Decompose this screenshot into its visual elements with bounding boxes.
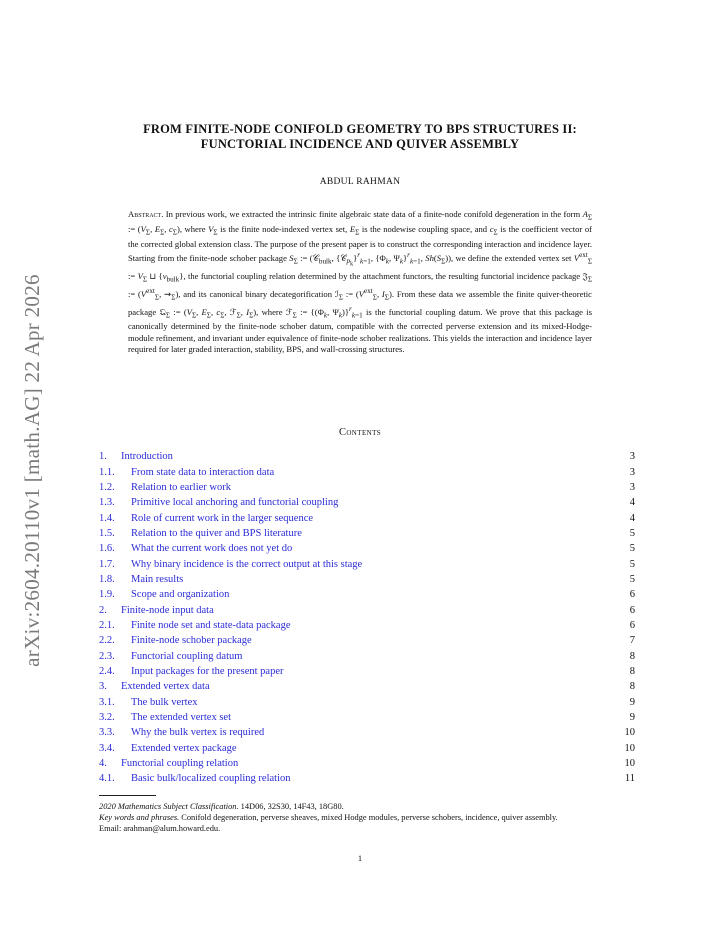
- toc-entry-number[interactable]: 3.3.: [99, 727, 115, 739]
- toc-entry-number[interactable]: 4.: [99, 758, 107, 770]
- toc-entry-number[interactable]: 1.8.: [99, 573, 115, 585]
- toc-entry-number[interactable]: 1.1.: [99, 466, 115, 478]
- abstract-text-5: we define the extended vertex set: [455, 252, 572, 263]
- toc-entry-page: 9: [629, 712, 635, 724]
- toc-entry-link[interactable]: What the current work does not yet do: [131, 543, 293, 555]
- abstract-text-1: In previous work, we extracted the intrinsic finite algebraic state data of a finite-node conifold degeneration in the form: [165, 209, 581, 219]
- toc-entry-number[interactable]: 3.: [99, 681, 107, 693]
- toc-entry[interactable]: [99, 480, 635, 495]
- toc-entry[interactable]: [99, 510, 635, 525]
- toc-entry[interactable]: [99, 602, 635, 617]
- toc-entry-link[interactable]: Why binary incidence is the correct output at this stage: [131, 558, 363, 570]
- abstract-text-3: is the nodewise coupling space, and: [361, 223, 488, 234]
- toc-entry-number[interactable]: 2.2.: [99, 635, 115, 647]
- toc-entry-link[interactable]: Functorial coupling datum: [131, 650, 243, 662]
- math-extended-vertex-set: $V^{ext}_\Sigma$ := $V_\Sigma$ ⊔ $\{v_{bulk}\}$,: [128, 250, 592, 284]
- math-coupling-datum: ℱ$_\Sigma$ := {($\Phi_k$, $\Psi_k)\}^r_{k=1}$: [285, 304, 363, 320]
- toc-entry[interactable]: [99, 587, 635, 602]
- toc-entry[interactable]: [99, 618, 635, 633]
- toc-entry-link[interactable]: Introduction: [121, 451, 173, 463]
- toc-entry-link[interactable]: Finite-node input data: [121, 604, 214, 616]
- msc-label: 2020 Mathematics Subject Classification.: [99, 802, 239, 811]
- toc-entry[interactable]: [99, 449, 635, 464]
- toc-entry-link[interactable]: Role of current work in the larger sequence: [131, 512, 314, 524]
- toc-entry-page: 3: [629, 481, 635, 493]
- abstract-text-2: is the finite node-indexed vertex set,: [220, 223, 348, 234]
- toc-entry-link[interactable]: Input packages for the present paper: [131, 665, 284, 677]
- toc-entry-link[interactable]: Main results: [131, 573, 184, 585]
- toc-entry[interactable]: [99, 495, 635, 510]
- toc-entry-page: 5: [629, 543, 635, 555]
- math-a-sigma: $A_\Sigma$ := ($V_\Sigma$, $E_\Sigma$, $c_\Sigma$), where $V_\Sigma$: [128, 209, 592, 237]
- author: ABDUL RAHMAN: [319, 177, 401, 187]
- toc-entry-link[interactable]: Primitive local anchoring and functorial coupling: [131, 497, 339, 509]
- toc-entry-number[interactable]: 2.4.: [99, 665, 115, 677]
- toc-entry-number[interactable]: 1.2.: [99, 481, 115, 493]
- footnotes: [88, 801, 636, 835]
- table-of-contents: [99, 449, 635, 787]
- abstract-text-8: From these data we assemble the finite quiver-theoretic package: [128, 288, 592, 317]
- footnote-msc: [88, 801, 636, 812]
- toc-entry-page: 10: [624, 758, 635, 770]
- toc-entry-link[interactable]: Relation to the quiver and BPS literature: [131, 527, 302, 539]
- toc-entry-number[interactable]: 1.3.: [99, 497, 115, 509]
- math-incidence-package: 𝔍$_\Sigma$ := ($V^{ext}_\Sigma$, $⇝_\Sigma$),: [128, 271, 592, 302]
- toc-entry-number[interactable]: 1.7.: [99, 558, 115, 570]
- math-c-sigma: $c_\Sigma$: [489, 223, 498, 237]
- abstract: [128, 209, 592, 355]
- footnote-rule: [99, 795, 156, 796]
- toc-entry-number[interactable]: 4.1.: [99, 773, 115, 785]
- toc-entry-page: 3: [629, 466, 635, 478]
- abstract-text-7: and its canonical binary decategorification: [183, 288, 332, 299]
- toc-entry[interactable]: [99, 664, 635, 679]
- toc-entry-page: 5: [629, 527, 635, 539]
- abstract-text-9: where: [261, 306, 283, 317]
- toc-entry-page: 6: [629, 589, 635, 601]
- toc-entry-number[interactable]: 1.5.: [99, 527, 115, 539]
- toc-entry-page: 5: [629, 573, 635, 585]
- math-schober-package: $S_\Sigma$ := (𝒞$_{bulk}$, {𝒞$_{p_k}$}$^r_{k=1}$, {$\Phi_k$, $\Psi_k\}^r_{k=1}$, $Sh(S_\Sigma)$),: [289, 250, 454, 268]
- abstract-text-4: is the coefficient vector of the corrected global extension class. The purpose of the present paper is to construct the corresponding interaction and incidence layer. Starting from the finite-node schober package: [128, 223, 592, 263]
- toc-entry-link[interactable]: Extended vertex data: [121, 681, 210, 693]
- toc-entry-page: 11: [624, 773, 635, 785]
- toc-entry-page: 8: [629, 665, 635, 677]
- toc-entry-link[interactable]: Finite-node schober package: [131, 635, 252, 647]
- toc-entry-number[interactable]: 1.9.: [99, 589, 115, 601]
- toc-entry-page: 10: [624, 742, 635, 754]
- toc-entry[interactable]: [99, 695, 635, 710]
- toc-entry-number[interactable]: 2.1.: [99, 619, 115, 631]
- toc-entry[interactable]: [99, 633, 635, 648]
- toc-entry-page: 5: [629, 558, 635, 570]
- toc-entry-page: 4: [629, 512, 635, 524]
- toc-entry-number[interactable]: 1.4.: [99, 512, 115, 524]
- keywords-value: Conifold degeneration, perverse sheaves, mixed Hodge modules, perverse schobers, incidence, quiver assembly.: [181, 813, 558, 823]
- toc-entry-number[interactable]: 1.6.: [99, 543, 115, 555]
- math-e-sigma: $E_\Sigma$: [349, 223, 360, 237]
- toc-entry-link[interactable]: The extended vertex set: [131, 712, 231, 724]
- abstract-label: Abstract.: [128, 209, 164, 219]
- toc-entry[interactable]: [99, 771, 635, 786]
- toc-entry-page: 4: [629, 497, 635, 509]
- toc-entry-page: 8: [629, 681, 635, 693]
- footnote-email: Email: arahman@alum.howard.edu.: [99, 824, 221, 834]
- keywords-label: Key words and phrases.: [99, 813, 180, 823]
- paper-title: [90, 122, 630, 152]
- toc-entry-page: 9: [629, 696, 635, 708]
- toc-entry[interactable]: [99, 541, 635, 556]
- toc-entry[interactable]: [99, 756, 635, 771]
- toc-entry-page: 3: [629, 451, 635, 463]
- math-quiver-package: 𝔔$_\Sigma$ := ($V_\Sigma$, $E_\Sigma$, $c_\Sigma$, ℱ$_\Sigma$, $I_\Sigma$),: [159, 306, 259, 320]
- title-line-1: FROM FINITE-NODE CONIFOLD GEOMETRY TO BPS STRUCTURES II:: [143, 122, 577, 136]
- toc-entry-link[interactable]: Finite node set and state-data package: [131, 619, 291, 631]
- toc-entry-link[interactable]: Functorial coupling relation: [121, 758, 239, 770]
- toc-entry-link[interactable]: The bulk vertex: [131, 696, 198, 708]
- toc-entry-number[interactable]: 3.2.: [99, 712, 115, 724]
- toc-entry[interactable]: [99, 464, 635, 479]
- arxiv-stamp-text: arXiv:2604.20110v1 [math.AG] 22 Apr 2026: [19, 273, 44, 667]
- toc-entry-number[interactable]: 3.4.: [99, 742, 115, 754]
- page-number: 1: [357, 853, 363, 863]
- footnote-keywords: [88, 812, 636, 823]
- toc-entry-link[interactable]: Extended vertex package: [131, 742, 237, 754]
- toc-entry[interactable]: [99, 572, 635, 587]
- toc-entry-page: 8: [629, 650, 635, 662]
- toc-entry[interactable]: [99, 556, 635, 571]
- abstract-text-6: the functorial coupling relation determined by the attachment functors, the resulting functorial incidence package: [187, 271, 581, 282]
- toc-entry-number[interactable]: 2.: [99, 604, 107, 616]
- toc-entry-page: 6: [629, 604, 635, 616]
- toc-entry-link[interactable]: Why the bulk vertex is required: [131, 727, 265, 739]
- toc-entry[interactable]: [99, 725, 635, 740]
- arxiv-stamp: [10, 245, 54, 695]
- math-binary-incidence: ℐ$_\Sigma$ := ($V^{ext}_\Sigma$, $I_\Sigma$).: [334, 286, 394, 302]
- toc-entry-link[interactable]: Basic bulk/localized coupling relation: [131, 773, 291, 785]
- toc-entry-number[interactable]: 3.1.: [99, 696, 115, 708]
- toc-entry-link[interactable]: Scope and organization: [131, 589, 230, 601]
- msc-value: 14D06, 32S30, 14F43, 18G80.: [240, 802, 344, 811]
- abstract-text-10: is the functorial coupling datum. We prove that this package is canonically determined by the finite-node schober datum, compatible with the corrected perverse extension and its mixed-Hodge-module refinement, and invariant under equivalence of finite-node schober realizations. This yields the interaction and incidence layer required for later graded interaction, stability, BPS, and wall-crossing structures.: [128, 306, 592, 354]
- toc-entry[interactable]: [99, 741, 635, 756]
- toc-entry-link[interactable]: Relation to earlier work: [131, 481, 232, 493]
- contents-heading: Contents: [338, 427, 382, 438]
- toc-entry-number[interactable]: 2.3.: [99, 650, 115, 662]
- toc-entry[interactable]: [99, 526, 635, 541]
- toc-entry[interactable]: [99, 710, 635, 725]
- toc-entry-number[interactable]: 1.: [99, 451, 107, 463]
- toc-entry[interactable]: [99, 679, 635, 694]
- toc-entry-page: 10: [624, 727, 635, 739]
- title-line-2: FUNCTORIAL INCIDENCE AND QUIVER ASSEMBLY: [200, 137, 520, 151]
- toc-entry-page: 6: [629, 619, 635, 631]
- toc-entry-page: 7: [629, 635, 635, 647]
- toc-entry-link[interactable]: From state data to interaction data: [131, 466, 275, 478]
- toc-entry[interactable]: [99, 648, 635, 663]
